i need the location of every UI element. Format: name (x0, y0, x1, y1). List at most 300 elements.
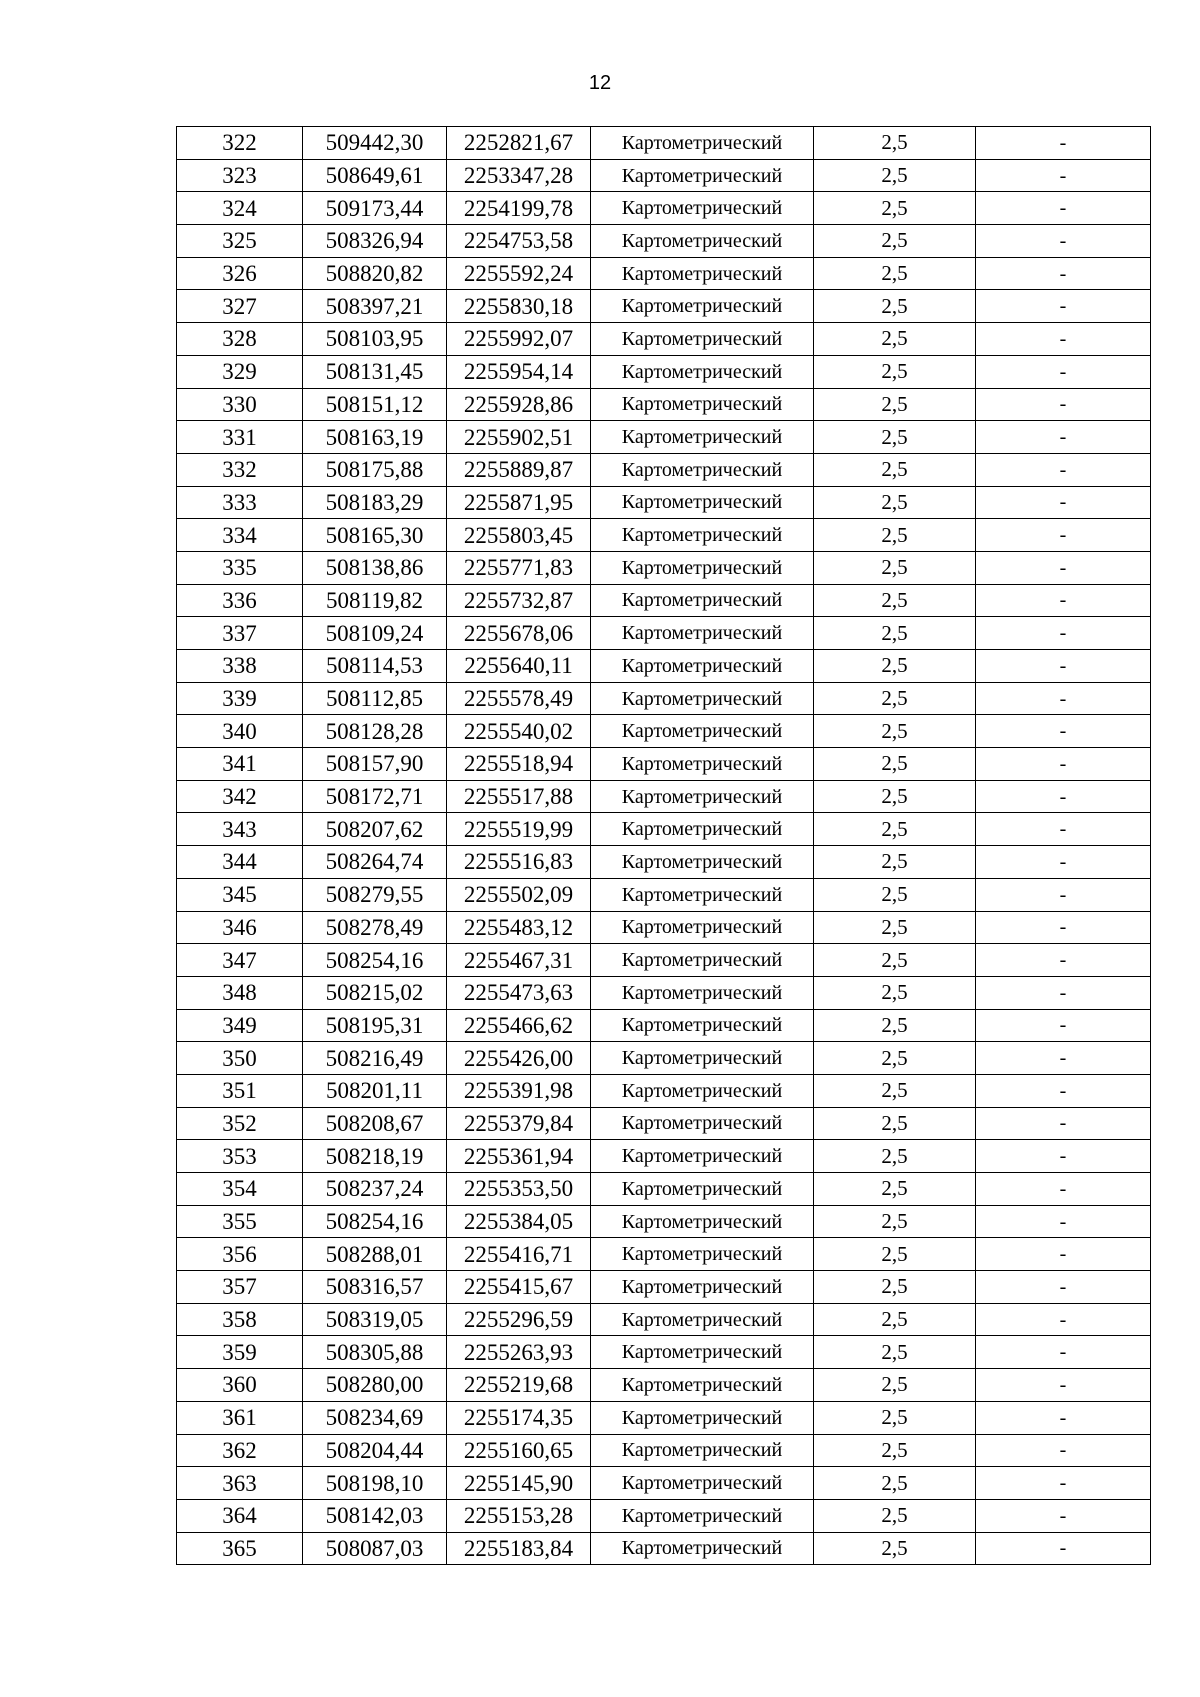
note-cell: - (976, 355, 1151, 388)
x-coordinate-cell: 508280,00 (303, 1369, 447, 1402)
method-cell: Картометрический (591, 1009, 814, 1042)
x-coordinate-cell: 508264,74 (303, 846, 447, 879)
point-number-cell: 330 (177, 388, 303, 421)
table-row (177, 192, 1151, 225)
y-coordinate-cell: 2255771,83 (447, 551, 591, 584)
x-coordinate-cell: 508195,31 (303, 1009, 447, 1042)
point-number-cell: 322 (177, 127, 303, 160)
x-coordinate-cell: 508207,62 (303, 813, 447, 846)
note-cell: - (976, 846, 1151, 879)
point-number-cell: 349 (177, 1009, 303, 1042)
accuracy-cell: 2,5 (814, 944, 976, 977)
note-cell: - (976, 944, 1151, 977)
point-number-cell: 337 (177, 617, 303, 650)
point-number-cell: 359 (177, 1336, 303, 1369)
y-coordinate-cell: 2255518,94 (447, 748, 591, 781)
table-row (177, 780, 1151, 813)
method-cell: Картометрический (591, 1074, 814, 1107)
x-coordinate-cell: 508278,49 (303, 911, 447, 944)
point-number-cell: 331 (177, 421, 303, 454)
note-cell: - (976, 682, 1151, 715)
table-row (177, 290, 1151, 323)
y-coordinate-cell: 2255902,51 (447, 421, 591, 454)
note-cell: - (976, 780, 1151, 813)
table-row (177, 911, 1151, 944)
coordinates-table-body (177, 127, 1151, 1565)
table-row (177, 1205, 1151, 1238)
y-coordinate-cell: 2255519,99 (447, 813, 591, 846)
note-cell: - (976, 1042, 1151, 1075)
point-number-cell: 338 (177, 650, 303, 683)
accuracy-cell: 2,5 (814, 225, 976, 258)
accuracy-cell: 2,5 (814, 355, 976, 388)
y-coordinate-cell: 2255183,84 (447, 1532, 591, 1565)
page-number: 12 (588, 72, 612, 94)
table-row (177, 976, 1151, 1009)
point-number-cell: 365 (177, 1532, 303, 1565)
y-coordinate-cell: 2255502,09 (447, 878, 591, 911)
method-cell: Картометрический (591, 192, 814, 225)
method-cell: Картометрический (591, 453, 814, 486)
table-row (177, 748, 1151, 781)
note-cell: - (976, 1271, 1151, 1304)
accuracy-cell: 2,5 (814, 846, 976, 879)
x-coordinate-cell: 508163,19 (303, 421, 447, 454)
x-coordinate-cell: 508151,12 (303, 388, 447, 421)
x-coordinate-cell: 508109,24 (303, 617, 447, 650)
method-cell: Картометрический (591, 1205, 814, 1238)
note-cell: - (976, 813, 1151, 846)
accuracy-cell: 2,5 (814, 584, 976, 617)
table-row (177, 1042, 1151, 1075)
method-cell: Картометрический (591, 584, 814, 617)
table-row (177, 878, 1151, 911)
y-coordinate-cell: 2255540,02 (447, 715, 591, 748)
x-coordinate-cell: 508254,16 (303, 1205, 447, 1238)
x-coordinate-cell: 508103,95 (303, 323, 447, 356)
accuracy-cell: 2,5 (814, 453, 976, 486)
accuracy-cell: 2,5 (814, 682, 976, 715)
x-coordinate-cell: 509173,44 (303, 192, 447, 225)
note-cell: - (976, 159, 1151, 192)
method-cell: Картометрический (591, 1173, 814, 1206)
x-coordinate-cell: 509442,30 (303, 127, 447, 160)
point-number-cell: 343 (177, 813, 303, 846)
method-cell: Картометрический (591, 486, 814, 519)
table-row (177, 1140, 1151, 1173)
accuracy-cell: 2,5 (814, 551, 976, 584)
table-row (177, 682, 1151, 715)
table-row (177, 1303, 1151, 1336)
method-cell: Картометрический (591, 388, 814, 421)
note-cell: - (976, 1434, 1151, 1467)
method-cell: Картометрический (591, 617, 814, 650)
accuracy-cell: 2,5 (814, 1271, 976, 1304)
table-row (177, 1532, 1151, 1565)
y-coordinate-cell: 2255467,31 (447, 944, 591, 977)
y-coordinate-cell: 2255954,14 (447, 355, 591, 388)
point-number-cell: 363 (177, 1467, 303, 1500)
table-row (177, 323, 1151, 356)
method-cell: Картометрический (591, 323, 814, 356)
table-row (177, 1434, 1151, 1467)
accuracy-cell: 2,5 (814, 486, 976, 519)
note-cell: - (976, 1205, 1151, 1238)
note-cell: - (976, 1107, 1151, 1140)
y-coordinate-cell: 2255174,35 (447, 1401, 591, 1434)
point-number-cell: 328 (177, 323, 303, 356)
table-row (177, 453, 1151, 486)
method-cell: Картометрический (591, 1467, 814, 1500)
accuracy-cell: 2,5 (814, 1467, 976, 1500)
x-coordinate-cell: 508142,03 (303, 1499, 447, 1532)
x-coordinate-cell: 508201,11 (303, 1074, 447, 1107)
y-coordinate-cell: 2255153,28 (447, 1499, 591, 1532)
y-coordinate-cell: 2255889,87 (447, 453, 591, 486)
point-number-cell: 354 (177, 1173, 303, 1206)
table-row (177, 1336, 1151, 1369)
note-cell: - (976, 617, 1151, 650)
y-coordinate-cell: 2255516,83 (447, 846, 591, 879)
method-cell: Картометрический (591, 976, 814, 1009)
accuracy-cell: 2,5 (814, 323, 976, 356)
note-cell: - (976, 650, 1151, 683)
x-coordinate-cell: 508128,28 (303, 715, 447, 748)
y-coordinate-cell: 2255160,65 (447, 1434, 591, 1467)
table-row (177, 159, 1151, 192)
table-row (177, 813, 1151, 846)
x-coordinate-cell: 508087,03 (303, 1532, 447, 1565)
note-cell: - (976, 748, 1151, 781)
x-coordinate-cell: 508216,49 (303, 1042, 447, 1075)
table-row (177, 1238, 1151, 1271)
accuracy-cell: 2,5 (814, 878, 976, 911)
method-cell: Картометрический (591, 1369, 814, 1402)
point-number-cell: 361 (177, 1401, 303, 1434)
accuracy-cell: 2,5 (814, 159, 976, 192)
table-row (177, 225, 1151, 258)
method-cell: Картометрический (591, 1532, 814, 1565)
note-cell: - (976, 1238, 1151, 1271)
note-cell: - (976, 290, 1151, 323)
x-coordinate-cell: 508397,21 (303, 290, 447, 323)
y-coordinate-cell: 2254199,78 (447, 192, 591, 225)
point-number-cell: 340 (177, 715, 303, 748)
method-cell: Картометрический (591, 911, 814, 944)
accuracy-cell: 2,5 (814, 1434, 976, 1467)
method-cell: Картометрический (591, 257, 814, 290)
point-number-cell: 333 (177, 486, 303, 519)
method-cell: Картометрический (591, 355, 814, 388)
accuracy-cell: 2,5 (814, 1369, 976, 1402)
point-number-cell: 334 (177, 519, 303, 552)
point-number-cell: 360 (177, 1369, 303, 1402)
method-cell: Картометрический (591, 846, 814, 879)
y-coordinate-cell: 2255426,00 (447, 1042, 591, 1075)
y-coordinate-cell: 2253347,28 (447, 159, 591, 192)
method-cell: Картометрический (591, 551, 814, 584)
accuracy-cell: 2,5 (814, 1107, 976, 1140)
point-number-cell: 326 (177, 257, 303, 290)
note-cell: - (976, 878, 1151, 911)
accuracy-cell: 2,5 (814, 1303, 976, 1336)
point-number-cell: 336 (177, 584, 303, 617)
point-number-cell: 364 (177, 1499, 303, 1532)
y-coordinate-cell: 2255219,68 (447, 1369, 591, 1402)
x-coordinate-cell: 508234,69 (303, 1401, 447, 1434)
point-number-cell: 327 (177, 290, 303, 323)
table-row (177, 650, 1151, 683)
point-number-cell: 353 (177, 1140, 303, 1173)
table-row (177, 1401, 1151, 1434)
y-coordinate-cell: 2255871,95 (447, 486, 591, 519)
table-row (177, 1074, 1151, 1107)
accuracy-cell: 2,5 (814, 976, 976, 1009)
accuracy-cell: 2,5 (814, 257, 976, 290)
y-coordinate-cell: 2255379,84 (447, 1107, 591, 1140)
point-number-cell: 323 (177, 159, 303, 192)
x-coordinate-cell: 508131,45 (303, 355, 447, 388)
method-cell: Картометрический (591, 1107, 814, 1140)
y-coordinate-cell: 2255732,87 (447, 584, 591, 617)
y-coordinate-cell: 2255640,11 (447, 650, 591, 683)
note-cell: - (976, 1303, 1151, 1336)
note-cell: - (976, 1140, 1151, 1173)
y-coordinate-cell: 2255592,24 (447, 257, 591, 290)
method-cell: Картометрический (591, 1271, 814, 1304)
point-number-cell: 352 (177, 1107, 303, 1140)
accuracy-cell: 2,5 (814, 519, 976, 552)
table-row (177, 584, 1151, 617)
accuracy-cell: 2,5 (814, 780, 976, 813)
y-coordinate-cell: 2255263,93 (447, 1336, 591, 1369)
note-cell: - (976, 421, 1151, 454)
y-coordinate-cell: 2255803,45 (447, 519, 591, 552)
y-coordinate-cell: 2255466,62 (447, 1009, 591, 1042)
table-row (177, 944, 1151, 977)
method-cell: Картометрический (591, 813, 814, 846)
method-cell: Картометрический (591, 944, 814, 977)
method-cell: Картометрический (591, 127, 814, 160)
point-number-cell: 342 (177, 780, 303, 813)
x-coordinate-cell: 508165,30 (303, 519, 447, 552)
x-coordinate-cell: 508208,67 (303, 1107, 447, 1140)
table-row (177, 486, 1151, 519)
y-coordinate-cell: 2255473,63 (447, 976, 591, 1009)
point-number-cell: 324 (177, 192, 303, 225)
note-cell: - (976, 323, 1151, 356)
note-cell: - (976, 911, 1151, 944)
x-coordinate-cell: 508112,85 (303, 682, 447, 715)
table-row (177, 1499, 1151, 1532)
method-cell: Картометрический (591, 519, 814, 552)
point-number-cell: 351 (177, 1074, 303, 1107)
y-coordinate-cell: 2255483,12 (447, 911, 591, 944)
point-number-cell: 355 (177, 1205, 303, 1238)
y-coordinate-cell: 2255416,71 (447, 1238, 591, 1271)
y-coordinate-cell: 2255517,88 (447, 780, 591, 813)
point-number-cell: 356 (177, 1238, 303, 1271)
note-cell: - (976, 1401, 1151, 1434)
point-number-cell: 335 (177, 551, 303, 584)
coordinates-table (176, 126, 1151, 1565)
y-coordinate-cell: 2255928,86 (447, 388, 591, 421)
point-number-cell: 341 (177, 748, 303, 781)
y-coordinate-cell: 2255992,07 (447, 323, 591, 356)
note-cell: - (976, 715, 1151, 748)
method-cell: Картометрический (591, 1042, 814, 1075)
note-cell: - (976, 1532, 1151, 1565)
y-coordinate-cell: 2255296,59 (447, 1303, 591, 1336)
y-coordinate-cell: 2252821,67 (447, 127, 591, 160)
point-number-cell: 345 (177, 878, 303, 911)
accuracy-cell: 2,5 (814, 1140, 976, 1173)
note-cell: - (976, 225, 1151, 258)
point-number-cell: 339 (177, 682, 303, 715)
point-number-cell: 358 (177, 1303, 303, 1336)
y-coordinate-cell: 2255353,50 (447, 1173, 591, 1206)
note-cell: - (976, 1009, 1151, 1042)
table-row (177, 355, 1151, 388)
method-cell: Картометрический (591, 1336, 814, 1369)
table-row (177, 551, 1151, 584)
note-cell: - (976, 1173, 1151, 1206)
point-number-cell: 350 (177, 1042, 303, 1075)
accuracy-cell: 2,5 (814, 1401, 976, 1434)
x-coordinate-cell: 508326,94 (303, 225, 447, 258)
x-coordinate-cell: 508157,90 (303, 748, 447, 781)
accuracy-cell: 2,5 (814, 1205, 976, 1238)
method-cell: Картометрический (591, 225, 814, 258)
x-coordinate-cell: 508215,02 (303, 976, 447, 1009)
point-number-cell: 332 (177, 453, 303, 486)
note-cell: - (976, 519, 1151, 552)
note-cell: - (976, 584, 1151, 617)
note-cell: - (976, 1467, 1151, 1500)
x-coordinate-cell: 508649,61 (303, 159, 447, 192)
x-coordinate-cell: 508305,88 (303, 1336, 447, 1369)
table-row (177, 1173, 1151, 1206)
y-coordinate-cell: 2254753,58 (447, 225, 591, 258)
x-coordinate-cell: 508316,57 (303, 1271, 447, 1304)
x-coordinate-cell: 508183,29 (303, 486, 447, 519)
accuracy-cell: 2,5 (814, 388, 976, 421)
table-row (177, 127, 1151, 160)
note-cell: - (976, 1499, 1151, 1532)
accuracy-cell: 2,5 (814, 1238, 976, 1271)
method-cell: Картометрический (591, 1303, 814, 1336)
method-cell: Картометрический (591, 650, 814, 683)
note-cell: - (976, 1369, 1151, 1402)
table-row (177, 1271, 1151, 1304)
point-number-cell: 344 (177, 846, 303, 879)
accuracy-cell: 2,5 (814, 911, 976, 944)
x-coordinate-cell: 508218,19 (303, 1140, 447, 1173)
x-coordinate-cell: 508820,82 (303, 257, 447, 290)
accuracy-cell: 2,5 (814, 813, 976, 846)
accuracy-cell: 2,5 (814, 127, 976, 160)
method-cell: Картометрический (591, 682, 814, 715)
accuracy-cell: 2,5 (814, 1009, 976, 1042)
note-cell: - (976, 192, 1151, 225)
x-coordinate-cell: 508114,53 (303, 650, 447, 683)
table-row (177, 617, 1151, 650)
x-coordinate-cell: 508254,16 (303, 944, 447, 977)
x-coordinate-cell: 508204,44 (303, 1434, 447, 1467)
accuracy-cell: 2,5 (814, 192, 976, 225)
x-coordinate-cell: 508138,86 (303, 551, 447, 584)
x-coordinate-cell: 508198,10 (303, 1467, 447, 1500)
table-row (177, 1369, 1151, 1402)
note-cell: - (976, 453, 1151, 486)
y-coordinate-cell: 2255830,18 (447, 290, 591, 323)
point-number-cell: 347 (177, 944, 303, 977)
method-cell: Картометрический (591, 1434, 814, 1467)
accuracy-cell: 2,5 (814, 1532, 976, 1565)
table-row (177, 1467, 1151, 1500)
accuracy-cell: 2,5 (814, 290, 976, 323)
y-coordinate-cell: 2255391,98 (447, 1074, 591, 1107)
table-row (177, 388, 1151, 421)
method-cell: Картометрический (591, 1499, 814, 1532)
point-number-cell: 346 (177, 911, 303, 944)
x-coordinate-cell: 508279,55 (303, 878, 447, 911)
method-cell: Картометрический (591, 290, 814, 323)
point-number-cell: 348 (177, 976, 303, 1009)
table-row (177, 257, 1151, 290)
note-cell: - (976, 1074, 1151, 1107)
accuracy-cell: 2,5 (814, 1042, 976, 1075)
note-cell: - (976, 127, 1151, 160)
method-cell: Картометрический (591, 715, 814, 748)
accuracy-cell: 2,5 (814, 748, 976, 781)
accuracy-cell: 2,5 (814, 1336, 976, 1369)
note-cell: - (976, 257, 1151, 290)
x-coordinate-cell: 508237,24 (303, 1173, 447, 1206)
y-coordinate-cell: 2255678,06 (447, 617, 591, 650)
y-coordinate-cell: 2255361,94 (447, 1140, 591, 1173)
table-row (177, 846, 1151, 879)
accuracy-cell: 2,5 (814, 617, 976, 650)
accuracy-cell: 2,5 (814, 1499, 976, 1532)
method-cell: Картометрический (591, 1401, 814, 1434)
method-cell: Картометрический (591, 878, 814, 911)
point-number-cell: 357 (177, 1271, 303, 1304)
method-cell: Картометрический (591, 1238, 814, 1271)
x-coordinate-cell: 508172,71 (303, 780, 447, 813)
accuracy-cell: 2,5 (814, 421, 976, 454)
x-coordinate-cell: 508319,05 (303, 1303, 447, 1336)
method-cell: Картометрический (591, 159, 814, 192)
method-cell: Картометрический (591, 421, 814, 454)
y-coordinate-cell: 2255415,67 (447, 1271, 591, 1304)
table-row (177, 421, 1151, 454)
point-number-cell: 362 (177, 1434, 303, 1467)
table-row (177, 715, 1151, 748)
point-number-cell: 325 (177, 225, 303, 258)
table-row (177, 1107, 1151, 1140)
x-coordinate-cell: 508175,88 (303, 453, 447, 486)
method-cell: Картометрический (591, 780, 814, 813)
y-coordinate-cell: 2255384,05 (447, 1205, 591, 1238)
table-row (177, 1009, 1151, 1042)
accuracy-cell: 2,5 (814, 650, 976, 683)
note-cell: - (976, 976, 1151, 1009)
note-cell: - (976, 486, 1151, 519)
note-cell: - (976, 1336, 1151, 1369)
y-coordinate-cell: 2255145,90 (447, 1467, 591, 1500)
accuracy-cell: 2,5 (814, 1074, 976, 1107)
